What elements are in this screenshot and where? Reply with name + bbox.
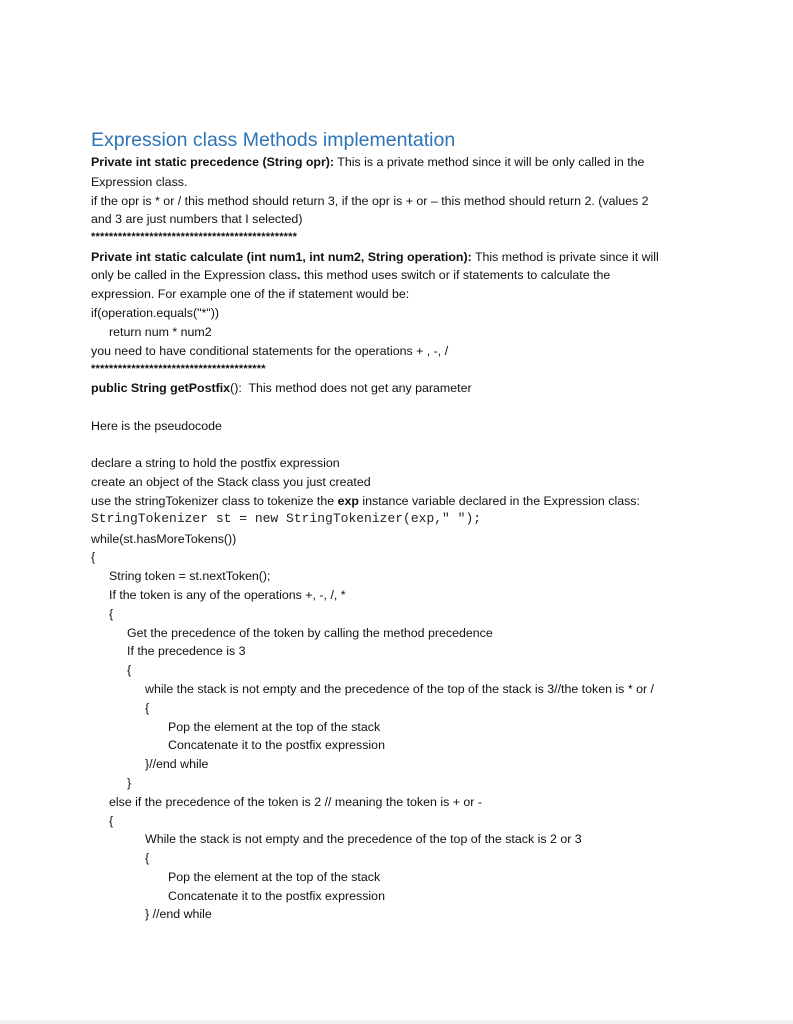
calculate-line-2 (91, 266, 610, 284)
getpostfix-desc: This method does not get any parameter (241, 381, 472, 395)
calculate-line-1 (91, 248, 659, 266)
pseudo-line-8: If the token is any of the operations +, -, /, * (109, 588, 346, 602)
pseudo-line-19: else if the precedence of the token is 2 // meaning the token is + or - (109, 795, 482, 809)
pseudo-line-20: { (109, 814, 114, 828)
precedence-signature: Private int static precedence (String opr): (91, 155, 335, 169)
pseudo-line-3-a: use the stringTokenizer class to tokenize the (91, 494, 338, 508)
precedence-line-1 (91, 153, 644, 171)
pseudo-line-9: { (109, 607, 114, 621)
pseudo-line-3-c: instance variable declared in the Expression class: (358, 494, 640, 508)
section-heading: Expression class Methods implementation (91, 129, 456, 151)
pseudo-line-16: Concatenate it to the postfix expression (168, 738, 385, 752)
pseudo-line-6: { (91, 550, 96, 564)
pseudo-code-tokenizer: StringTokenizer st = new StringTokenizer(exp," "); (91, 511, 482, 526)
calculate-code-1: if(operation.equals("*")) (91, 306, 219, 320)
getpostfix-name: getPostfix (170, 381, 231, 395)
pseudo-line-24: Concatenate it to the postfix expression (168, 889, 385, 903)
pseudo-line-3-exp: exp (337, 494, 359, 508)
pseudo-line-11: If the precedence is 3 (127, 644, 246, 658)
page-bottom-edge (0, 1020, 793, 1024)
calculate-desc-1: This method is private since it will (471, 250, 659, 264)
calculate-signature: Private int static calculate (int num1, int num2, String operation): (91, 250, 472, 264)
getpostfix-parens: (): (230, 381, 242, 395)
pseudo-line-17: }//end while (145, 757, 209, 771)
calculate-desc-2-dot: . (296, 268, 301, 282)
pseudo-line-5: while(st.hasMoreTokens()) (91, 532, 237, 546)
pseudo-line-15: Pop the element at the top of the stack (168, 720, 381, 734)
pseudo-line-3 (91, 492, 640, 510)
pseudo-line-22: { (145, 851, 150, 865)
pseudo-line-18: } (127, 776, 132, 790)
pseudo-line-2: create an object of the Stack class you just created (91, 475, 371, 489)
precedence-desc-1: This is a private method since it will be only called in the (334, 155, 645, 169)
pseudo-line-21: While the stack is not empty and the precedence of the top of the stack is 2 or 3 (145, 832, 582, 846)
precedence-desc-2: Expression class. (91, 175, 188, 189)
pseudo-line-13: while the stack is not empty and the precedence of the top of the stack is 3//the token is * or / (145, 682, 654, 696)
pseudo-line-14: { (145, 701, 150, 715)
precedence-desc-4: and 3 are just numbers that I selected) (91, 212, 303, 226)
separator-stars-1: ********************************************** (91, 231, 298, 243)
precedence-desc-3: if the opr is * or / this method should return 3, if the opr is + or – this method should return 2. (values 2 (91, 194, 649, 208)
getpostfix-line (91, 379, 472, 397)
getpostfix-prefix: public String (91, 381, 171, 395)
calculate-desc-3: expression. For example one of the if statement would be: (91, 287, 410, 301)
calculate-desc-2-rest: this method uses switch or if statements to calculate the (300, 268, 611, 282)
pseudo-line-12: { (127, 663, 132, 677)
pseudo-line-10: Get the precedence of the token by calling the method precedence (127, 626, 493, 640)
calculate-code-2: return num * num2 (109, 325, 212, 339)
pseudo-line-7: String token = st.nextToken(); (109, 569, 271, 583)
pseudo-line-1: declare a string to hold the postfix expression (91, 456, 340, 470)
pseudo-line-23: Pop the element at the top of the stack (168, 870, 381, 884)
pseudo-line-25: } //end while (145, 907, 212, 921)
calculate-desc-2: only be called in the Expression class (91, 268, 297, 282)
separator-stars-2: *************************************** (91, 363, 266, 375)
pseudocode-intro: Here is the pseudocode (91, 419, 222, 433)
calculate-desc-4: you need to have conditional statements for the operations + , -, / (91, 344, 449, 358)
